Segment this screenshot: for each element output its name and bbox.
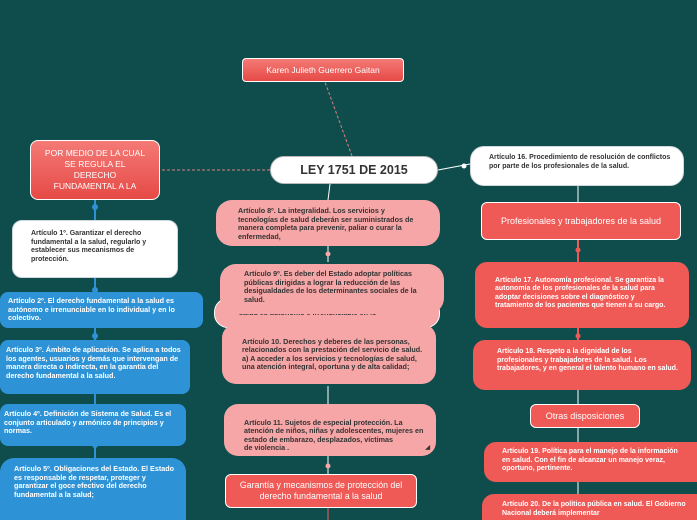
expand-corner-icon[interactable]: ◢ (425, 445, 430, 452)
center-article-8[interactable]: Artículo 8º. La integralidad. Los servicios y tecnologías de salud deberán ser suministrados de manera completa para prevenir, paliar o curar la enfermedad, (216, 200, 440, 246)
right-article-19[interactable]: Artículo 19. Política para el manejo de la información en salud. Con el fin de alcanzar un manejo veraz, oportuno, pertinente. (484, 442, 697, 482)
left-header-node[interactable] (30, 140, 160, 200)
right-article-17[interactable]: Artículo 17. Autonomía profesional. Se garantiza la autonomía de los profesionales de la salud para adoptar decisiones sobre el diagnóstico y tratamiento de los pacientes que tienen a su cargo. (475, 262, 689, 328)
right-article-16[interactable]: Artículo 16. Procedimiento de resolución de conflictos por parte de los profesionales de la salud. (470, 146, 684, 186)
left-article-3[interactable]: Artículo 3º. Ámbito de aplicación. Se aplica a todos los agentes, usuarios y demás que intervengan de manera directa o indirecta, en la garantía del derecho fundamental a la salud. (0, 340, 190, 394)
center-article-10[interactable]: Artículo 10. Derechos y deberes de las personas, relacionados con la prestación del servicio de salud. a) A acceder a los servicios y tecnologías de salud, una atención integral, oportuna y de alta calidad; (222, 324, 436, 384)
author-name: Karen Julieth Guerrero Gaitan (266, 64, 380, 75)
link-title-author (325, 82, 352, 156)
left-header-text: POR MEDIO DE LA CUAL SE REGULA EL DERECHO FUNDAMENTAL A LA (44, 148, 146, 191)
left-article-5[interactable]: Artículo 5º. Obligaciones del Estado. El Estado es responsable de respetar, proteger y garantizar el goce efectivo del derecho fundamental a la salud; (0, 458, 186, 520)
right-article-18[interactable]: Artículo 18. Respeto a la dignidad de los profesionales y trabajadores de la salud. Los trabajadores, y en general el talento humano en salud. (473, 340, 691, 390)
title-text: LEY 1751 DE 2015 (300, 162, 408, 177)
left-article-2[interactable]: Artículo 2º. El derecho fundamental a la salud es autónomo e irrenunciable en lo individual y en lo colectivo. (0, 292, 203, 328)
title-node[interactable] (270, 156, 438, 184)
center-article-11[interactable]: Artículo 11. Sujetos de especial protección. La atención de niños, niñas y adolescentes, mujeres en estado de embarazo, desplazados, víctimas de violencia . ◢ (224, 404, 436, 456)
center-garantia-node[interactable]: Garantía y mecanismos de protección del derecho fundamental a la salud (225, 474, 417, 508)
left-article-4[interactable]: Artículo 4º. Definición de Sistema de Salud. Es el conjunto articulado y armónico de principios y normas. (0, 404, 186, 446)
right-otras-node[interactable]: Otras disposiciones (530, 404, 640, 428)
right-article-20[interactable]: Artículo 20. De la política pública en salud. El Gobierno Nacional deberá implementar (482, 494, 697, 520)
author-node[interactable] (242, 58, 404, 82)
right-profesionales-node[interactable]: Profesionales y trabajadores de la salud (481, 202, 681, 240)
center-article-9[interactable]: Artículo 9º. Es deber del Estado adoptar políticas públicas dirigidas a lograr la reducción de las desigualdades de los determinantes sociales de la salud. (220, 264, 444, 314)
link-title-center (328, 184, 330, 200)
left-article-1[interactable]: Artículo 1º. Garantizar el derecho fundamental a la salud, regularlo y establecer sus mecanismos de protección. (12, 220, 178, 278)
